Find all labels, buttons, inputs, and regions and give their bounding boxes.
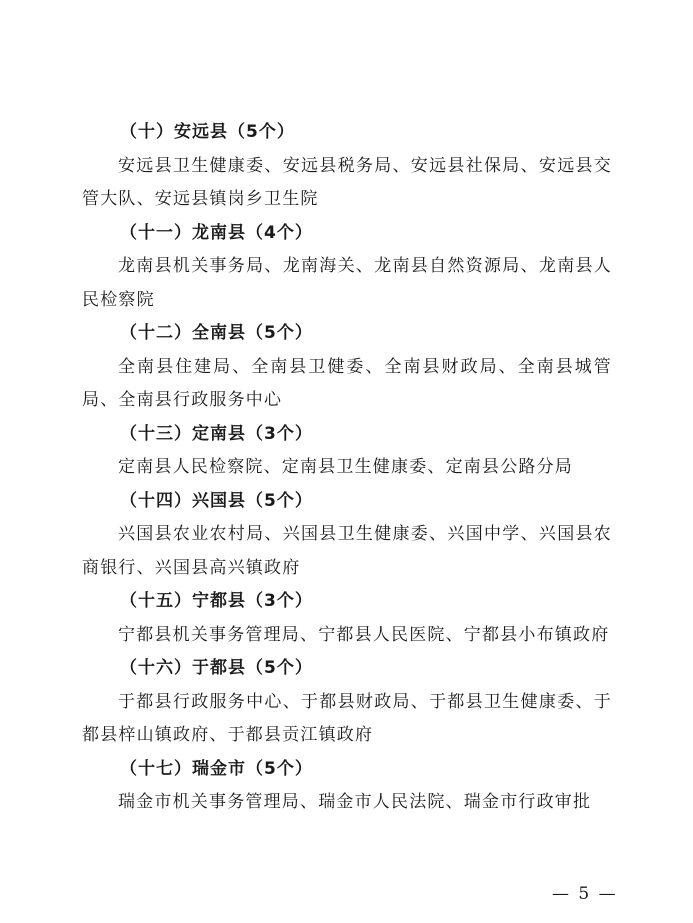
- section-longnan: [82, 217, 612, 318]
- section-quannan: [82, 317, 612, 418]
- section-xingguo: [82, 485, 612, 586]
- section-heading: （十七）瑞金市（5个）: [120, 758, 313, 779]
- section-body: 龙南县机关事务局、龙南海关、龙南县自然资源局、龙南县人民检察院: [82, 256, 612, 310]
- section-heading: （十六）于都县（5个）: [120, 658, 313, 678]
- section-body: 安远县卫生健康委、安远县税务局、安远县社保局、安远县交管大队、安远县镇岗乡卫生院: [82, 155, 612, 209]
- section-ruijin: [82, 753, 612, 820]
- section-heading: （十五）宁都县（3个）: [120, 591, 313, 611]
- section-body: 定南县人民检察院、定南县卫生健康委、定南县公路分局: [118, 457, 573, 477]
- section-body: 于都县行政服务中心、于都县财政局、于都县卫生健康委、于都县梓山镇政府、于都县贡江镇政府: [82, 691, 612, 745]
- section-body: 兴国县农业农村局、兴国县卫生健康委、兴国中学、兴国县农商银行、兴国县高兴镇政府: [82, 524, 612, 578]
- section-heading: （十二）全南县（5个）: [120, 323, 313, 343]
- section-body: 宁都县机关事务管理局、宁都县人民医院、宁都县小布镇政府: [118, 624, 610, 645]
- section-heading: （十）安远县（5个）: [120, 122, 295, 142]
- section-heading: （十四）兴国县（5个）: [120, 490, 313, 511]
- section-heading: （十三）定南县（3个）: [120, 423, 313, 444]
- document-content: [82, 116, 612, 820]
- section-body: 瑞金市机关事务管理局、瑞金市人民法院、瑞金市行政审批: [118, 792, 592, 812]
- section-yudu: [82, 652, 612, 753]
- section-anyuan: [82, 116, 612, 217]
- section-dingnan: [82, 418, 612, 485]
- section-body: 全南县住建局、全南县卫健委、全南县财政局、全南县城管局、全南县行政服务中心: [82, 356, 612, 410]
- section-ningdu: [82, 585, 612, 652]
- section-heading: （十一）龙南县（4个）: [120, 222, 313, 243]
- page-number: — 5 —: [552, 884, 618, 904]
